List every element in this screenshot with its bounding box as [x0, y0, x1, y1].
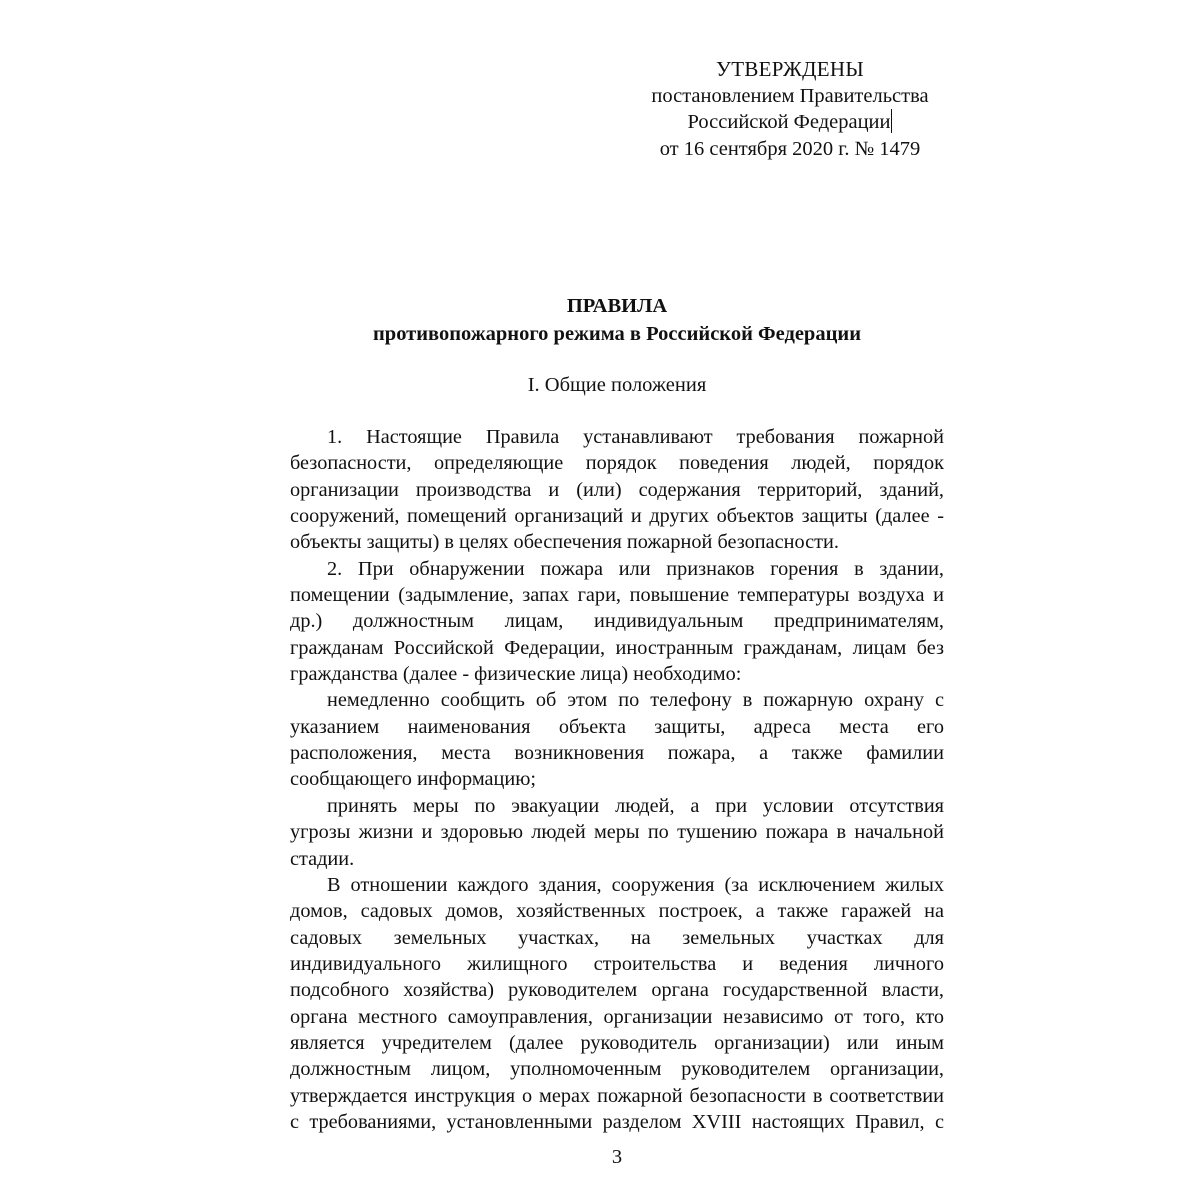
paragraph-line: указанием наименования объекта защиты, адреса места его [290, 715, 944, 738]
paragraph-line: принять меры по эвакуации людей, а при условии отсутствия [327, 794, 944, 817]
paragraph-line: гражданства (далее - физические лица) необходимо: [290, 663, 742, 686]
paragraph [290, 424, 944, 556]
title-main: ПРАВИЛА [566, 295, 668, 317]
paragraph-line: с требованиями, установленными разделом XVIII настоящих Правил, с [290, 1110, 944, 1133]
paragraph-line: гражданам Российской Федерации, иностранным гражданам, лицам без [290, 636, 944, 659]
paragraph-line: помещении (задымление, запах гари, повышение температуры воздуха и [290, 584, 944, 607]
paragraph-line: немедленно сообщить об этом по телефону в пожарную охрану с [327, 689, 944, 712]
paragraph [290, 872, 944, 1135]
paragraph [290, 793, 944, 872]
paragraph-line: подсобного хозяйства) руководителем органа государственной власти, [290, 979, 944, 1002]
paragraph-line: В отношении каждого здания, сооружения (за исключением жилых [327, 873, 944, 896]
approval-line-3: от 16 сентября 2020 г. № 1479 [659, 137, 921, 160]
paragraph-line: органа местного самоуправления, организации независимо от того, кто [290, 1005, 944, 1028]
paragraph-line: организации производства и (или) содержания территорий, зданий, [290, 478, 944, 501]
paragraph-line: сообщающего информацию; [290, 768, 537, 791]
approval-heading: УТВЕРЖДЕНЫ [716, 57, 864, 81]
document-body [290, 424, 944, 1135]
paragraph-line: индивидуального жилищного строительства и ведения личного [290, 952, 944, 975]
title-sub: противопожарного режима в Российской Федерации [372, 323, 862, 345]
paragraph-line: угрозы жизни и здоровью людей меры по тушению пожара в начальной [290, 821, 944, 844]
paragraph-line: др.) должностным лицам, индивидуальным предпринимателям, [290, 610, 944, 633]
paragraph-line: утверждается инструкция о мерах пожарной безопасности в соответствии [290, 1084, 944, 1107]
section-heading: I. Общие положения [527, 374, 707, 396]
document-title [290, 292, 944, 348]
approval-line-2 [600, 109, 980, 136]
paragraph-line: 2. При обнаружении пожара или признаков горения в здании, [327, 557, 944, 580]
paragraph-line: является учредителем (далее руководитель организации) или иным [290, 1031, 944, 1054]
paragraph-line: 1. Настоящие Правила устанавливают требования пожарной [327, 426, 944, 448]
approval-line-2-text: Российской Федерации [687, 111, 891, 133]
paragraph-line: должностным лицом, уполномоченным руководителем организации, [290, 1058, 944, 1081]
paragraph-line: садовых земельных участках, на земельных участках для [290, 926, 944, 949]
page-number: 3 [611, 1146, 623, 1168]
paragraph-line: стадии. [290, 847, 355, 870]
paragraph-line: безопасности, определяющие порядок поведения людей, порядок [290, 452, 944, 475]
paragraph-line: объекты защиты) в целях обеспечения пожарной безопасности. [290, 531, 839, 554]
paragraph [290, 687, 944, 792]
paragraph-line: расположения, места возникновения пожара, а также фамилии [290, 742, 944, 765]
paragraph-line: домов, садовых домов, хозяйственных построек, а также гаражей на [290, 900, 944, 923]
approval-block [600, 56, 980, 162]
paragraph-line: сооружений, помещений организаций и других объектов защиты (далее - [290, 505, 944, 528]
text-cursor [891, 109, 892, 133]
paragraph [290, 556, 944, 688]
approval-line-1: постановлением Правительства [651, 84, 929, 107]
